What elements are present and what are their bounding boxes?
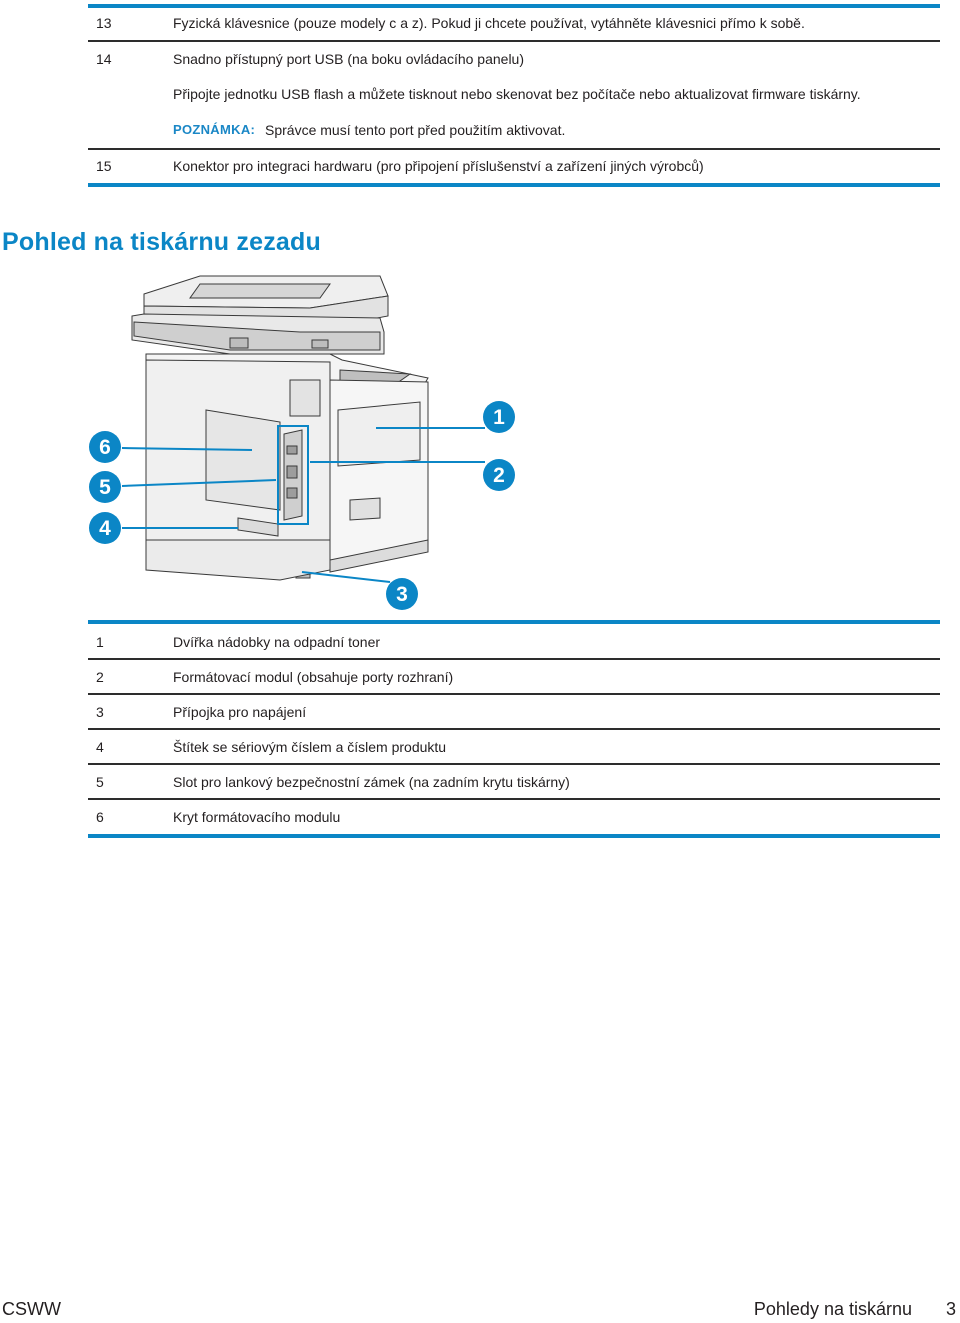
item-4-number: 4 xyxy=(96,739,104,755)
item-6-text: Kryt formátovacího modulu xyxy=(173,809,341,825)
item-6-number: 6 xyxy=(96,809,104,825)
item-3-text: Přípojka pro napájení xyxy=(173,704,307,720)
row-divider xyxy=(88,798,940,800)
callout-6-number: 6 xyxy=(99,436,111,459)
item-1-number: 1 xyxy=(96,634,104,650)
top-table-rule-top xyxy=(88,4,940,8)
note-text: Správce musí tento port před použitím aktivovat. xyxy=(265,122,566,138)
row-14-number: 14 xyxy=(96,51,112,67)
callout-1-number: 1 xyxy=(493,406,505,429)
printer-rear-illustration xyxy=(80,270,540,620)
item-2-text: Formátovací modul (obsahuje porty rozhraní) xyxy=(173,669,454,685)
row-14-detail: Připojte jednotku USB flash a můžete tisknout nebo skenovat bez počítače nebo aktualizovat firmware tiskárny. xyxy=(173,86,861,102)
footer-page-number: 3 xyxy=(945,1299,956,1319)
item-2-number: 2 xyxy=(96,669,104,685)
callout-2-number: 2 xyxy=(493,464,505,487)
callout-3-leader xyxy=(302,572,390,582)
top-table-rule-bottom xyxy=(88,183,940,187)
note-label: POZNÁMKA: xyxy=(173,122,256,137)
callout-5-number: 5 xyxy=(99,476,111,499)
callout-4-number: 4 xyxy=(99,517,111,540)
footer-chapter-title: Pohledy na tiskárnu xyxy=(753,1299,912,1319)
row-14-text: Snadno přístupný port USB (na boku ovládacího panelu) xyxy=(173,51,525,67)
row-divider xyxy=(88,148,940,150)
item-1-text: Dvířka nádobky na odpadní toner xyxy=(173,634,381,650)
callout-3-number: 3 xyxy=(396,583,408,606)
row-15-text: Konektor pro integraci hardwaru (pro připojení příslušenství a zařízení jiných výrobců) xyxy=(173,158,704,174)
row-13-number: 13 xyxy=(96,15,112,31)
row-divider xyxy=(88,693,940,695)
item-4-text: Štítek se sériovým číslem a číslem produktu xyxy=(173,739,447,755)
row-divider xyxy=(88,728,940,730)
item-3-number: 3 xyxy=(96,704,104,720)
row-divider xyxy=(88,658,940,660)
row-divider xyxy=(88,763,940,765)
item-5-text: Slot pro lankový bezpečnostní zámek (na zadním krytu tiskárny) xyxy=(173,774,570,790)
section-heading: Pohled na tiskárnu zezadu xyxy=(2,228,321,256)
footer-doc-code: CSWW xyxy=(2,1299,61,1319)
row-divider xyxy=(88,40,940,42)
row-15-number: 15 xyxy=(96,158,112,174)
bottom-table-rule-bottom xyxy=(88,834,940,838)
item-5-number: 5 xyxy=(96,774,104,790)
printer-rear-drawing xyxy=(80,270,540,620)
row-13-text: Fyzická klávesnice (pouze modely c a z). Pokud ji chcete používat, vytáhněte klávesnici přímo k sobě. xyxy=(173,15,805,31)
bottom-table-rule-top xyxy=(88,620,940,624)
